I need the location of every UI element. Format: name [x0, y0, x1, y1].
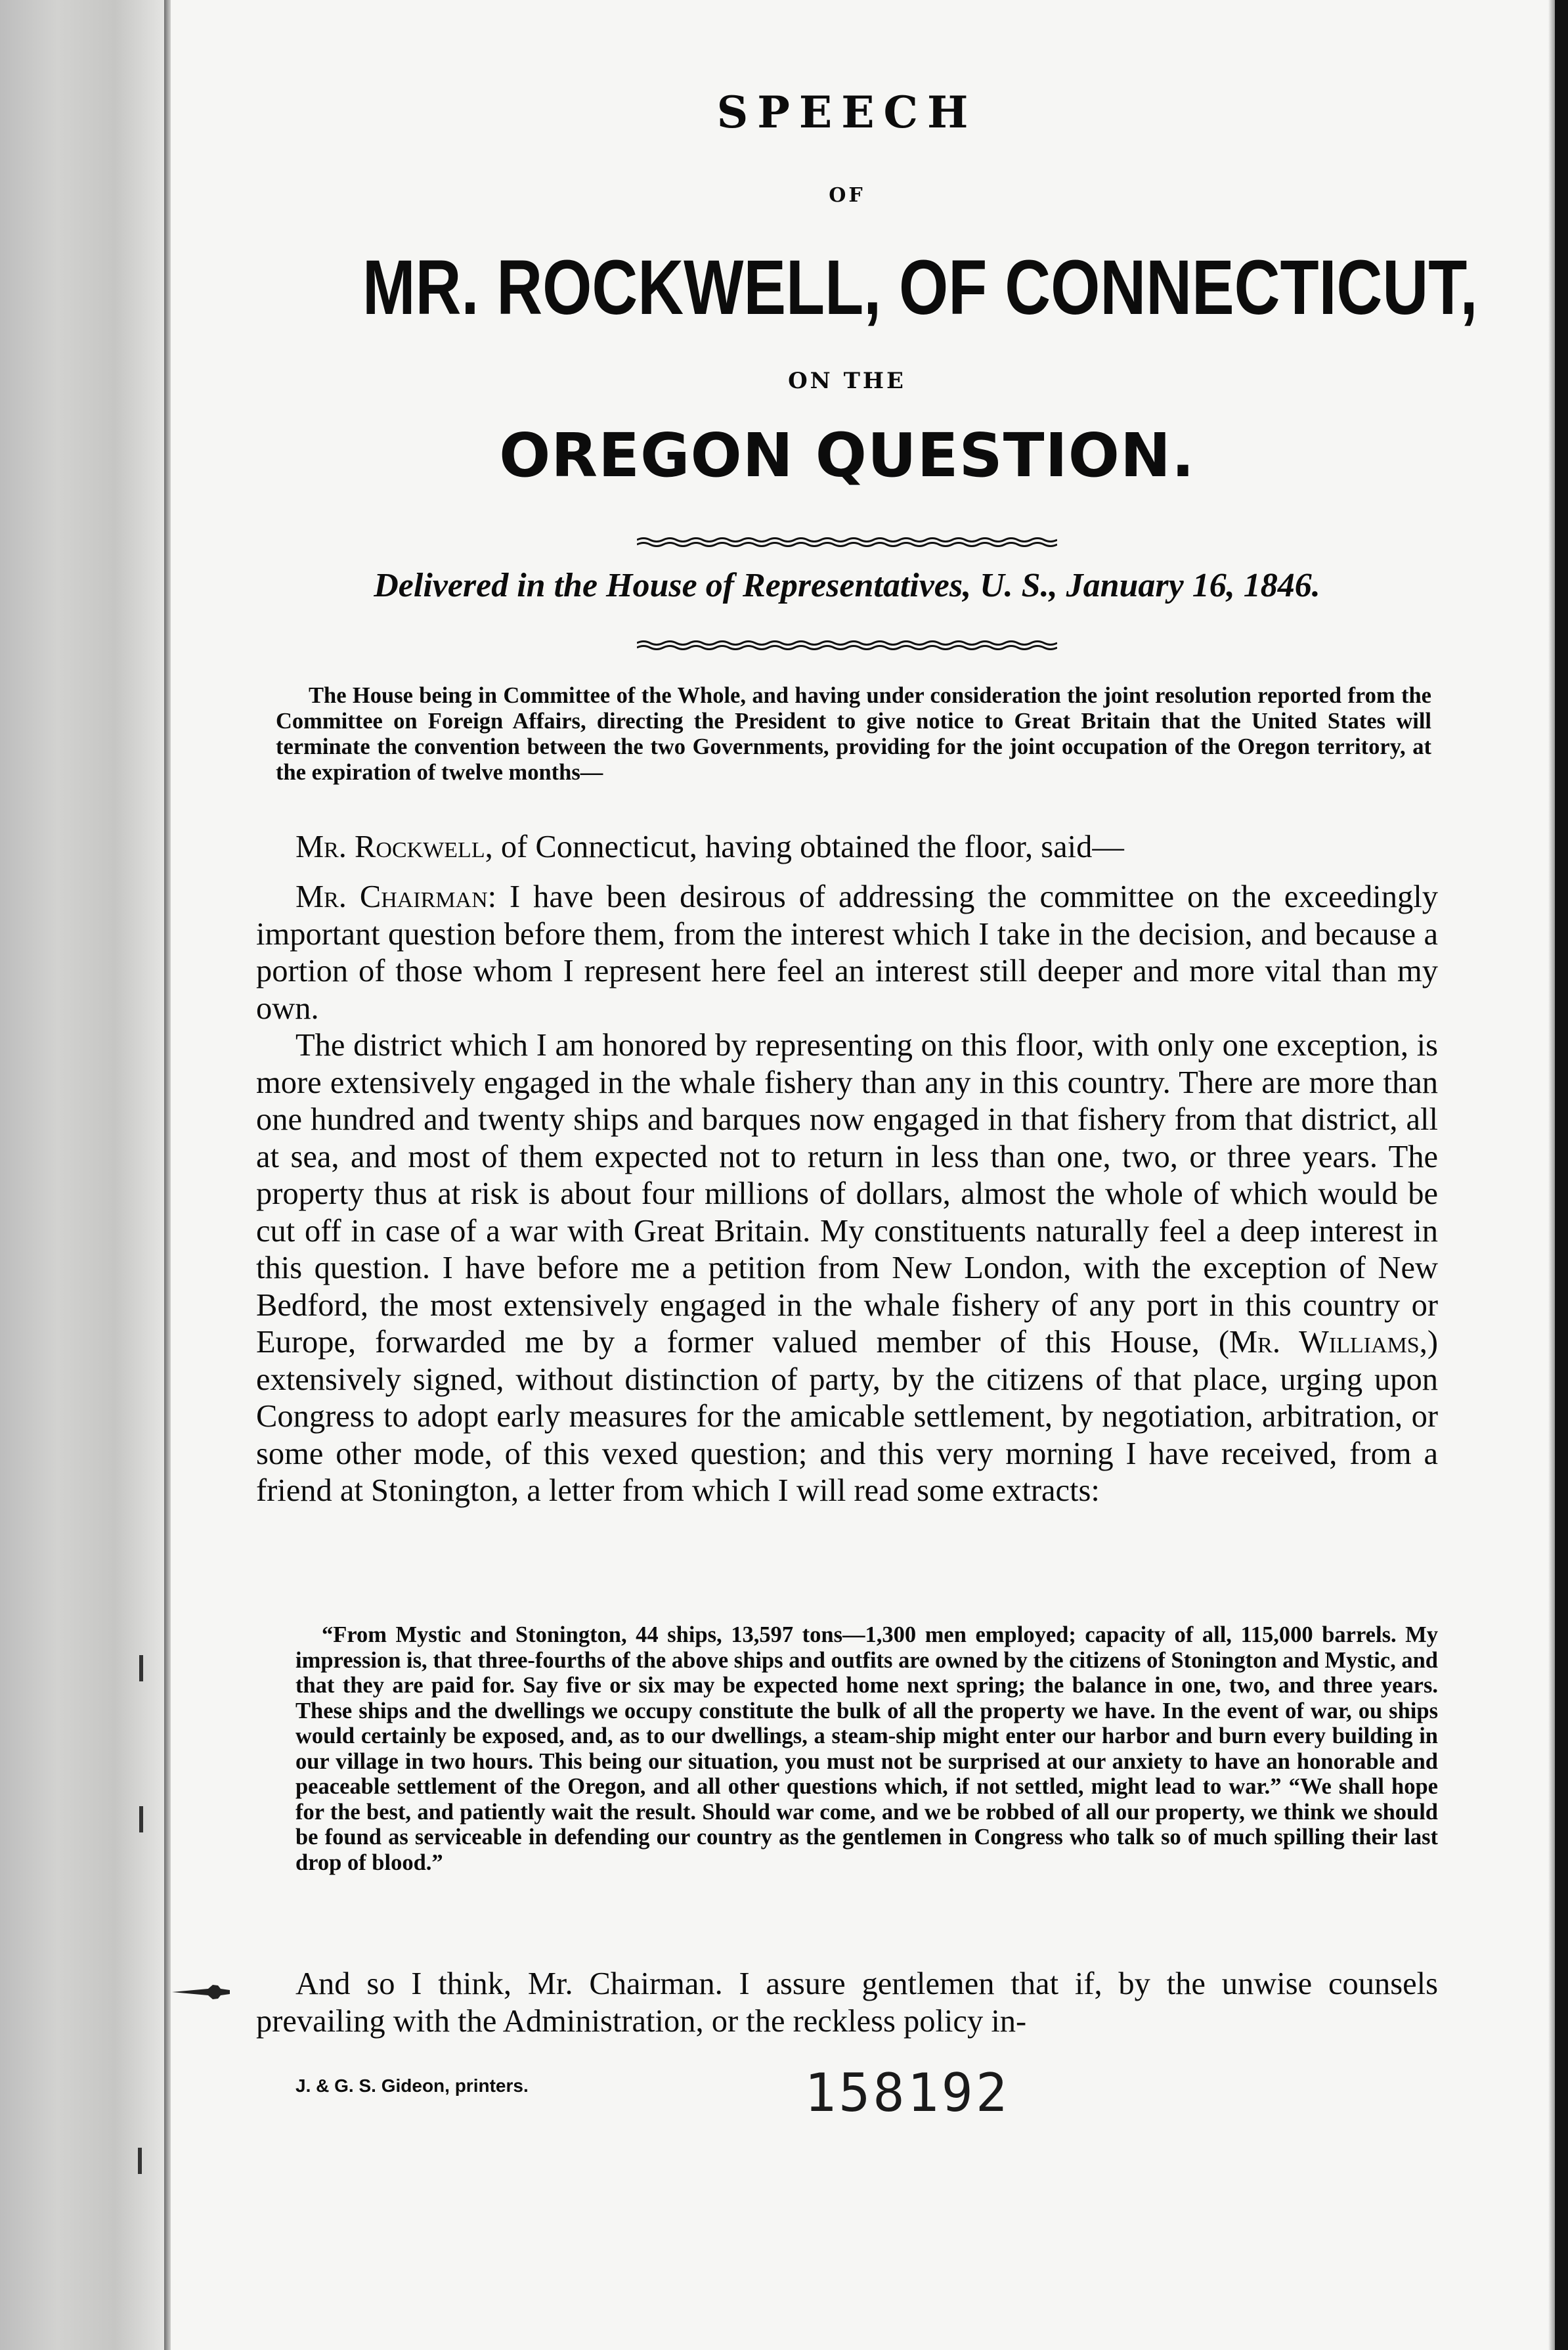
- accession-number: 158192: [804, 2062, 1010, 2123]
- page-edge-shadow: [1548, 0, 1555, 2350]
- pointing-hand-icon: [172, 1984, 231, 2001]
- paragraph-3: And so I think, Mr. Chairman. I assure gentlemen that if, by the unwise counsels prevailing with the Administration, or the reckless policy in-: [256, 1966, 1438, 2039]
- wavy-rule-bottom: [637, 638, 1057, 652]
- margin-tick: [139, 1806, 143, 1832]
- chairman-address: Mr. Chairman:: [295, 879, 497, 914]
- paragraph-1: [256, 879, 1438, 1027]
- scan-border: [1555, 0, 1568, 2350]
- wavy-rule-top: [637, 535, 1057, 548]
- intro-paragraph: The House being in Committee of the Whole, and having under consideration the joint resolution reported from the Committee on Foreign Affairs, directing the President to give notice to Great Britain that the United States will terminate the convention between the two Governments, providing for the joint occupation of the Oregon territory, at the expiration of twelve months—: [276, 683, 1431, 785]
- floor-paragraph: [256, 829, 1438, 866]
- paragraph-2: [256, 1027, 1438, 1510]
- paragraph-1-text: I have been desirous of addressing the committee on the exceedingly important question before them, from the interest which I take in the decision, and because a portion of those whom I represent here feel an interest still deeper and more vital than my own.: [256, 879, 1439, 1026]
- title-oregon-question: OREGON QUESTION.: [499, 420, 1195, 491]
- title-speech: SPEECH: [716, 87, 978, 138]
- paragraph-2-text-after: ,) extensively signed, without distinction of party, by the citizens of that place, urging upon Congress to adopt early measures for the amicable settlement, by negotiation, arbitration, or some other mode, of this vexed question; and this very morning I have received, from a friend at Stonington, a letter from which I will read some extracts:: [256, 1325, 1438, 1508]
- margin-tick: [139, 1655, 143, 1681]
- binding-edge: [164, 0, 171, 2350]
- williams-name: Mr. Williams: [1229, 1325, 1420, 1360]
- delivered-line: Delivered in the House of Representatives, U. S., January 16, 1846.: [374, 567, 1320, 604]
- title-of: OF: [829, 184, 865, 207]
- letter-quote: “From Mystic and Stonington, 44 ships, 13,597 tons—1,300 men employed; capacity of all, 115,000 barrels. My impression is, that three-fourths of the above ships and outfits are owned by the citizens of Stonington and Mystic, and that they are paid for. Say five or six may be expected home next spring; the balance in one, two, and three years. These ships and the dwellings we occupy constitute the bulk of all the property we have. In the event of war, ou ships would certainly be exposed, and, as to our dwellings, a steam-ship might enter our harbor and burn every building in our village in two hours. This being our situation, you must not be surprised at our anxiety to have an honorable and peaceable settlement of the Oregon, and all other questions which, if not settled, might lead to war.” “We shall hope for the best, and patiently wait the result. Should war come, and we be robbed of all our property, we think we should be found as serviceable in defending our country as the gentlemen in Congress who talk so of much spilling their last drop of blood.”: [295, 1622, 1438, 1875]
- margin-tick: [138, 2148, 142, 2174]
- floor-text: , of Connecticut, having obtained the floor, said—: [485, 830, 1124, 864]
- printer-credit: J. & G. S. Gideon, printers.: [295, 2075, 529, 2096]
- speaker-name: Mr. Rockwell: [295, 830, 485, 864]
- title-on-the: ON THE: [788, 368, 906, 394]
- binding-strip: [0, 0, 164, 2350]
- title-speaker-name: MR. ROCKWELL, OF CONNECTICUT,: [362, 244, 1478, 331]
- paragraph-2-text-before: The district which I am honored by representing on this floor, with only one exception, is more extensively engaged in the whale fishery than any in this country. There are more than one hundred and twenty ships and barques now engaged in that fishery from that district, all at sea, and most of them expected not to return in less than one, two, or three years. The property thus at risk is about four millions of dollars, almost the whole of which would be cut off in case of a war with Great Britain. My constituents naturally feel a deep interest in this question. I have before me a petition from New London, with the exception of New Bedford, the most extensively engaged in the whale fishery of any port in this country or Europe, forwarded me by a former valued member of this House, (: [256, 1028, 1438, 1360]
